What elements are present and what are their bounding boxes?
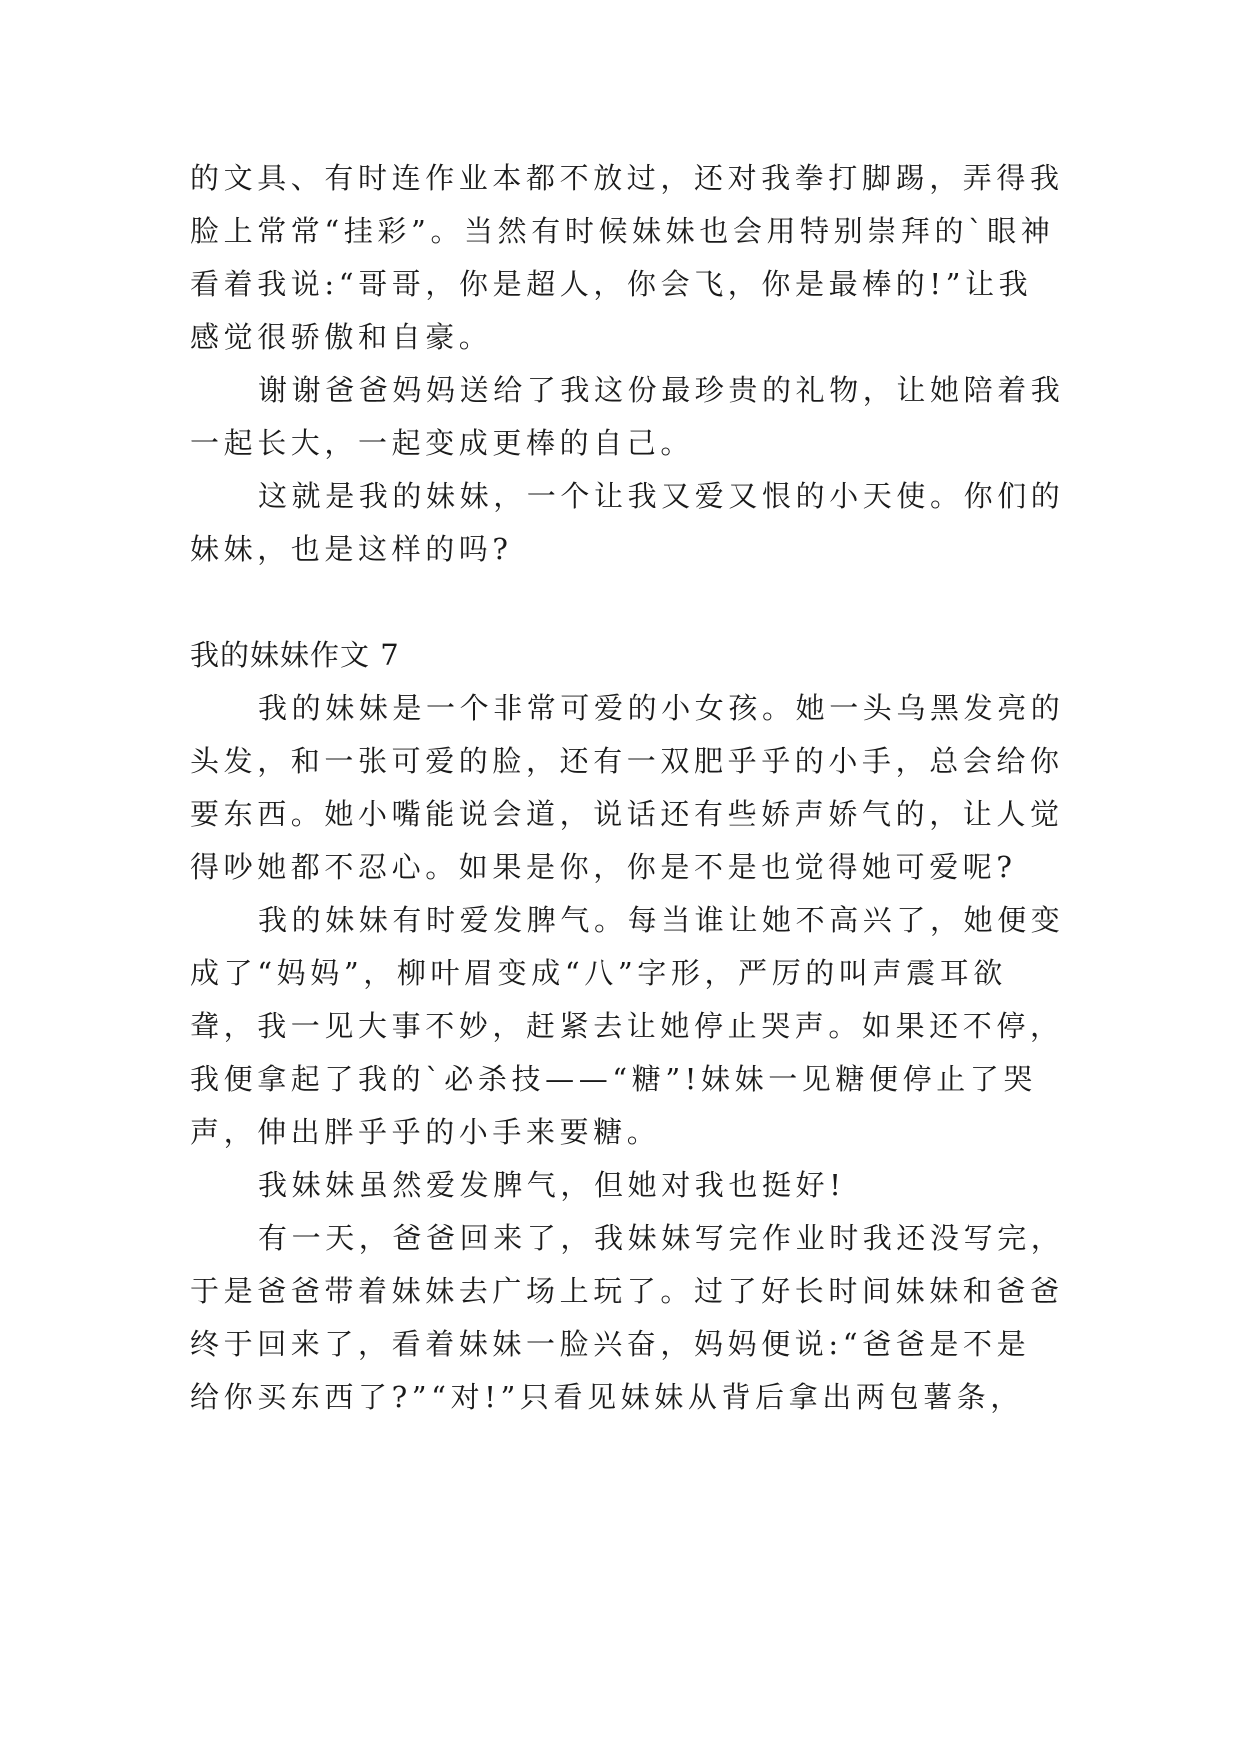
text-line: 终于回来了，看着妹妹一脸兴奋，妈妈便说:“爸爸是不是 bbox=[190, 1327, 1031, 1361]
section-title: 我的妹妹作文 7 bbox=[190, 638, 400, 672]
text-line: 头发，和一张可爱的脸，还有一双肥乎乎的小手，总会给你 bbox=[190, 744, 1064, 778]
text-line: 于是爸爸带着妹妹去广场上玩了。过了好长时间妹妹和爸爸 bbox=[190, 1274, 1064, 1308]
text-line: 有一天，爸爸回来了，我妹妹写完作业时我还没写完， bbox=[258, 1221, 1065, 1255]
text-line: 感觉很骄傲和自豪。 bbox=[190, 320, 493, 354]
text-line: 谢谢爸爸妈妈送给了我这份最珍贵的礼物，让她陪着我 bbox=[258, 373, 1065, 407]
text-line: 要东西。她小嘴能说会道，说话还有些娇声娇气的，让人觉 bbox=[190, 797, 1064, 831]
text-line: 声，伸出胖乎乎的小手来要糖。 bbox=[190, 1115, 661, 1149]
text-line: 一起长大，一起变成更棒的自己。 bbox=[190, 426, 695, 460]
text-line: 我的妹妹是一个非常可爱的小女孩。她一头乌黑发亮的 bbox=[258, 691, 1065, 725]
text-line: 看着我说:“哥哥，你是超人，你会飞，你是最棒的!”让我 bbox=[190, 267, 1033, 301]
text-line: 这就是我的妹妹，一个让我又爱又恨的小天使。你们的 bbox=[258, 479, 1065, 513]
text-line: 妹妹，也是这样的吗? bbox=[190, 532, 513, 566]
text-line: 我妹妹虽然爱发脾气，但她对我也挺好! bbox=[258, 1168, 846, 1202]
text-line: 脸上常常“挂彩”。当然有时候妹妹也会用特别崇拜的`眼神 bbox=[190, 214, 1055, 248]
text-line: 的文具、有时连作业本都不放过，还对我拳打脚踢，弄得我 bbox=[190, 161, 1064, 195]
text-line: 给你买东西了?”“对!”只看见妹妹从背后拿出两包薯条， bbox=[190, 1380, 1024, 1414]
text-line: 我的妹妹有时爱发脾气。每当谁让她不高兴了，她便变 bbox=[258, 903, 1065, 937]
text-line: 成了“妈妈”，柳叶眉变成“八”字形，严厉的叫声震耳欲 bbox=[190, 956, 1007, 990]
text-line: 聋，我一见大事不妙，赶紧去让她停止哭声。如果还不停， bbox=[190, 1009, 1064, 1043]
text-line: 得吵她都不忍心。如果是你，你是不是也觉得她可爱呢? bbox=[190, 850, 1017, 884]
text-line: 我便拿起了我的`必杀技——“糖”!妹妹一见糖便停止了哭 bbox=[190, 1062, 1038, 1096]
